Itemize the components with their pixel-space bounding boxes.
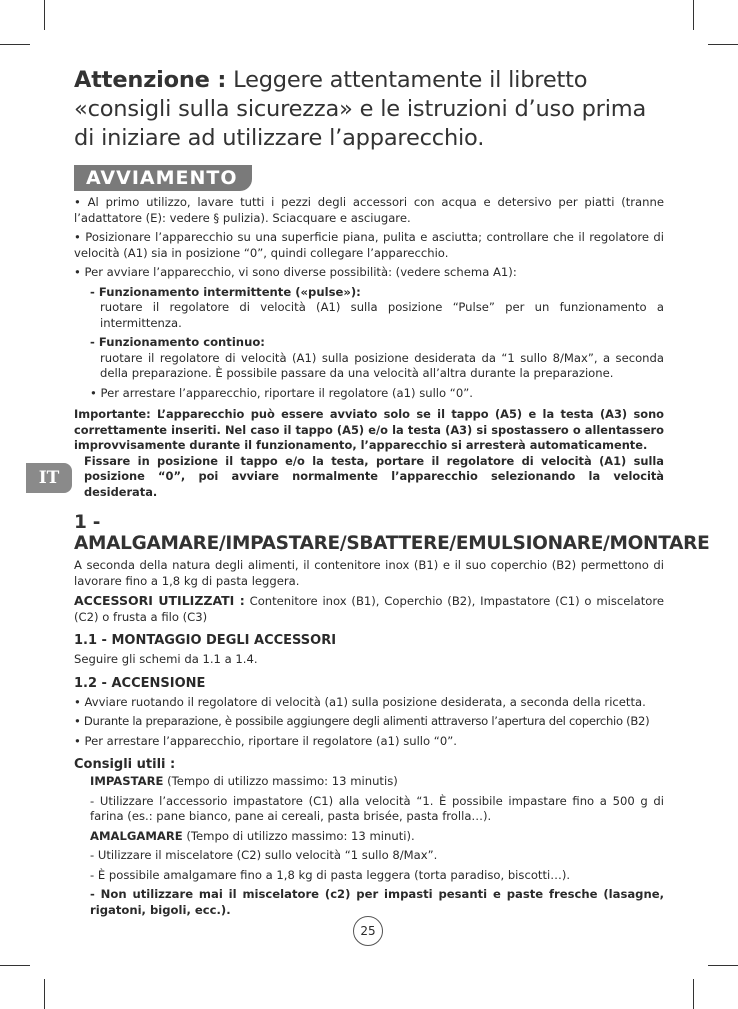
kneading-text: - Utilizzare l’accessorio impastatore (C1) alla velocità “1. È possibile impastare fino a 500 g di farina (es.: pane bianco, pane ai cereali, pasta brisée, pasta frolla…). bbox=[90, 793, 664, 823]
startup-bullet: • Per avviare l’apparecchio, vi sono diverse possibilità: (vedere schema A1): bbox=[74, 265, 517, 279]
accessories-used bbox=[74, 593, 664, 625]
kneading-heading bbox=[74, 774, 664, 790]
ignition-bullet: • Per arrestare l’apparecchio, riportare il regolatore (a1) sullo “0”. bbox=[74, 733, 457, 748]
mixing-tip: - È possibile amalgamare fino a 1,8 kg di pasta leggera (torta paradiso, biscotti…). bbox=[90, 867, 571, 882]
stop-instruction: • Per arrestare l’apparecchio, riportare il regolatore (a1) sullo “0”. bbox=[90, 385, 473, 400]
startup-bullet: • Posizionare l’apparecchio su una superficie piana, pulita e asciutta; controllare che il regolatore di velocità (A1) sia in posizione “0”, quindi collegare l’apparecchio. bbox=[74, 230, 664, 260]
important-notice-continued: Fissare in posizione il tappo e/o la testa, portare il regolatore di velocità (A1) sulla posizione “0”, poi avviare normalmente l’apparecchio selezionando la velocità desiderata. bbox=[84, 453, 664, 499]
pulse-mode-text: ruotare il regolatore di velocità (A1) sulla posizione “Pulse” per un funzionamento a intermittenza. bbox=[100, 300, 664, 330]
section-badge: AVVIAMENTO bbox=[74, 165, 252, 191]
accessories-label: ACCESSORI UTILIZZATI : bbox=[74, 593, 245, 608]
pulse-mode-title: - Funzionamento intermittente («pulse»): bbox=[90, 284, 361, 299]
crop-mark bbox=[44, 0, 45, 30]
crop-mark bbox=[693, 0, 694, 30]
attention-text: Leggere attentamente il libretto «consigli sulla sicurezza» e le istruzioni d’uso prima di iniziare ad utilizzare l’apparecchio. bbox=[74, 67, 647, 151]
subsection-1-1-text: Seguire gli schemi da 1.1 a 1.4. bbox=[74, 652, 258, 666]
kneading-label: IMPASTARE bbox=[90, 774, 164, 788]
crop-mark bbox=[0, 44, 30, 45]
page-number: 25 bbox=[353, 916, 383, 946]
crop-mark bbox=[708, 44, 738, 45]
mixing-warning: - Non utilizzare mai il miscelatore (c2) per impasti pesanti e paste fresche (lasagne, rigatoni, bigoli, ecc.). bbox=[90, 887, 664, 917]
accessories-text: Contenitore inox (B1), Coperchio (B2), Impastatore (C1) o miscelatore (C2) o frusta a filo (C3) bbox=[74, 594, 664, 624]
crop-mark bbox=[44, 979, 45, 1009]
mixing-label: AMALGAMARE bbox=[90, 828, 183, 843]
continuous-mode-title: - Funzionamento continuo: bbox=[90, 335, 265, 349]
startup-bullet: • Al primo utilizzo, lavare tutti i pezzi degli accessori con acqua e detersivo per piatti (tranne l’adattatore (E): vedere § pulizia). Sciacquare e asciugare. bbox=[74, 195, 664, 225]
subsection-1-1-title: 1.1 - MONTAGGIO DEGLI ACCESSORI bbox=[74, 633, 337, 648]
attention-label: Attenzione : bbox=[74, 67, 227, 93]
mixing-tip: - Utilizzare il miscelatore (C2) sullo velocità “1 sullo 8/Max”. bbox=[90, 848, 438, 862]
crop-mark bbox=[708, 965, 738, 966]
page-content bbox=[74, 66, 710, 922]
tips-title: Consigli utili : bbox=[74, 757, 176, 772]
language-tab: IT bbox=[26, 463, 72, 493]
ignition-bullet: • Avviare ruotando il regolatore di velocità (a1) sulla posizione desiderata, a seconda della ricetta. bbox=[74, 694, 646, 709]
kneading-time: (Tempo di utilizzo massimo: 13 minutis) bbox=[163, 774, 398, 788]
ignition-bullet: • Durante la preparazione, è possibile aggiungere degli alimenti attraverso l’apertura del coperchio (B2) bbox=[74, 714, 650, 728]
subsection-1-2-title: 1.2 - ACCENSIONE bbox=[74, 675, 206, 691]
mixing-heading bbox=[74, 829, 664, 845]
attention-notice bbox=[74, 66, 664, 153]
continuous-mode-text: ruotare il regolatore di velocità (A1) sulla posizione desiderata da “1 sullo 8/Max”, a seconda della preparazione. È possibile passare da una velocità all’altra durante la preparazione. bbox=[100, 350, 664, 380]
mixing-time: (Tempo di utilizzo massimo: 13 minuti). bbox=[182, 828, 415, 843]
section-1-intro: A seconda della natura degli alimenti, il contenitore inox (B1) e il suo coperchio (B2) permettono di lavorare fino a 1,8 kg di pasta leggera. bbox=[74, 558, 664, 588]
important-notice: Importante: L’apparecchio può essere avviato solo se il tappo (A5) e la testa (A3) sono correttamente inseriti. Nel caso il tappo (A5) e/o la testa (A3) si spostassero o allentassero improvvisamente durante il funzionamento, l’apparecchio si arresterà automaticamente. bbox=[74, 407, 664, 452]
section-1-title: 1 - AMALGAMARE/IMPASTARE/SBATTERE/EMULSIONARE/MONTARE bbox=[74, 512, 710, 554]
crop-mark bbox=[0, 965, 30, 966]
crop-mark bbox=[693, 979, 694, 1009]
